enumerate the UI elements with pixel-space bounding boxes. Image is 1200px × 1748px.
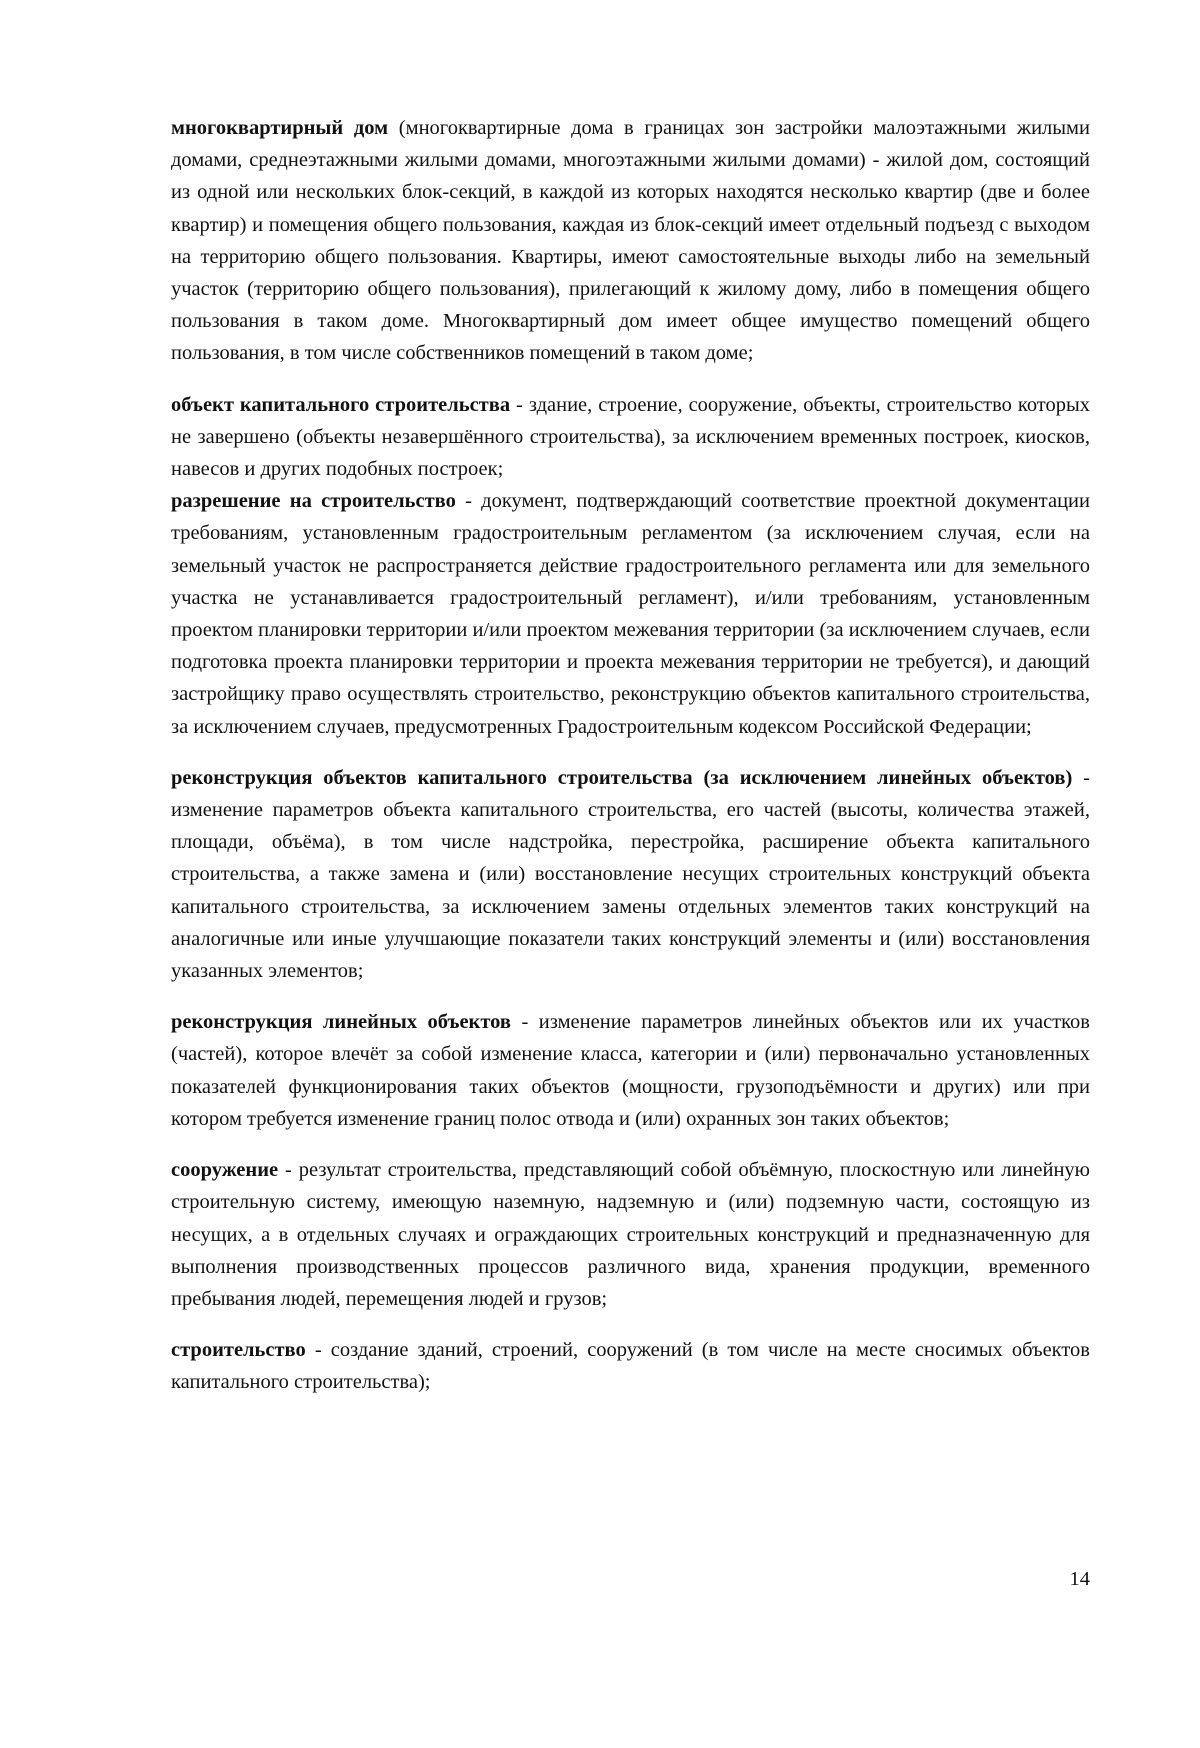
definition-construction (171, 1334, 1090, 1398)
term: многоквартирный дом (171, 117, 389, 139)
definition-text: - документ, подтверждающий соответствие проектной документации требованиям, установленным градостроительным регламентом (за исключением случая, если на земельный участок не распространяется действие градостроительного регламента или для земельного участка не устанавливается градостроительный регламент), и/или требованиям, установленным проектом планировки территории и/или проектом межевания территории (за исключением случаев, если подготовка проекта планировки территории и проекта межевания территории не требуется), и дающий застройщику право осуществлять строительство, реконструкцию объектов капитального строительства, за исключением случаев, предусмотренных Градостроительным кодексом Российской Федерации; (171, 490, 1090, 738)
term: реконструкция линейных объектов (171, 1011, 511, 1034)
definition-text: (многоквартирные дома в границах зон застройки малоэтажными жилыми домами, среднеэтажными жилыми домами, многоэтажными жилыми домами) - жилой дом, состоящий из одной или нескольких блок-секций, в каждой из которых находятся несколько квартир (две и более квартир) и помещения общего пользования, каждая из блок-секций имеет отдельный подъезд с выходом на территорию общего пользования. Квартиры, имеют самостоятельные выходы либо на земельный участок (территорию общего пользования), прилегающий к жилому дому, либо в помещения общего пользования в таком доме. Многоквартирный дом имеет общее имущество помещений общего пользования, в том числе собственников помещений в таком доме; (171, 117, 1090, 365)
definition-reconstruction-linear-objects (171, 1006, 1090, 1135)
definition-multi-apartment-house (171, 112, 1090, 370)
definition-text: - результат строительства, представляющий собой объёмную, плоскостную или линейную строительную систему, имеющую наземную, надземную и (или) подземную части, состоящую из несущих, а в отдельных случаях и ограждающих строительных конструкций и предназначенную для выполнения производственных процессов различного вида, хранения продукции, временного пребывания людей, перемещения людей и грузов; (171, 1159, 1090, 1310)
definition-structure (171, 1154, 1090, 1315)
term: объект капитального строительства (171, 393, 511, 416)
definition-construction-permit (171, 485, 1090, 743)
term: строительство (171, 1339, 306, 1362)
definition-text: - изменение параметров линейных объектов или их участков (частей), которое влечёт за собой изменение класса, категории и (или) первоначально установленных показателей функционирования таких объектов (мощности, грузоподъёмности и других) или при котором требуется изменение границ полос отвода и (или) охранных зон таких объектов; (171, 1011, 1090, 1130)
term: разрешение на строительство (171, 490, 456, 513)
term: реконструкция объектов капитального строительства (за исключением линейных объектов) (171, 766, 1073, 789)
definition-text: - изменение параметров объекта капитального строительства, его частей (высоты, количества этажей, площади, объёма), в том числе надстройка, перестройка, расширение объекта капитального строительства, а также замена и (или) восстановление несущих строительных конструкций объекта капитального строительства, за исключением замены отдельных элементов таких конструкций на аналогичные или иные улучшающие показатели таких конструкций элементы и (или) восстановления указанных элементов; (171, 766, 1090, 983)
term: сооружение (171, 1159, 279, 1182)
definition-capital-construction-object (171, 389, 1090, 486)
page-number: 14 (1069, 1568, 1090, 1590)
definition-text: - создание зданий, строений, сооружений (в том числе на месте сносимых объектов капитального строительства); (171, 1339, 1090, 1394)
definition-text: - здание, строение, сооружение, объекты, строительство которых не завершено (объекты незавершённого строительства), за исключением временных построек, киосков, навесов и других подобных построек; (171, 393, 1091, 481)
definition-reconstruction-capital-objects (171, 762, 1090, 987)
